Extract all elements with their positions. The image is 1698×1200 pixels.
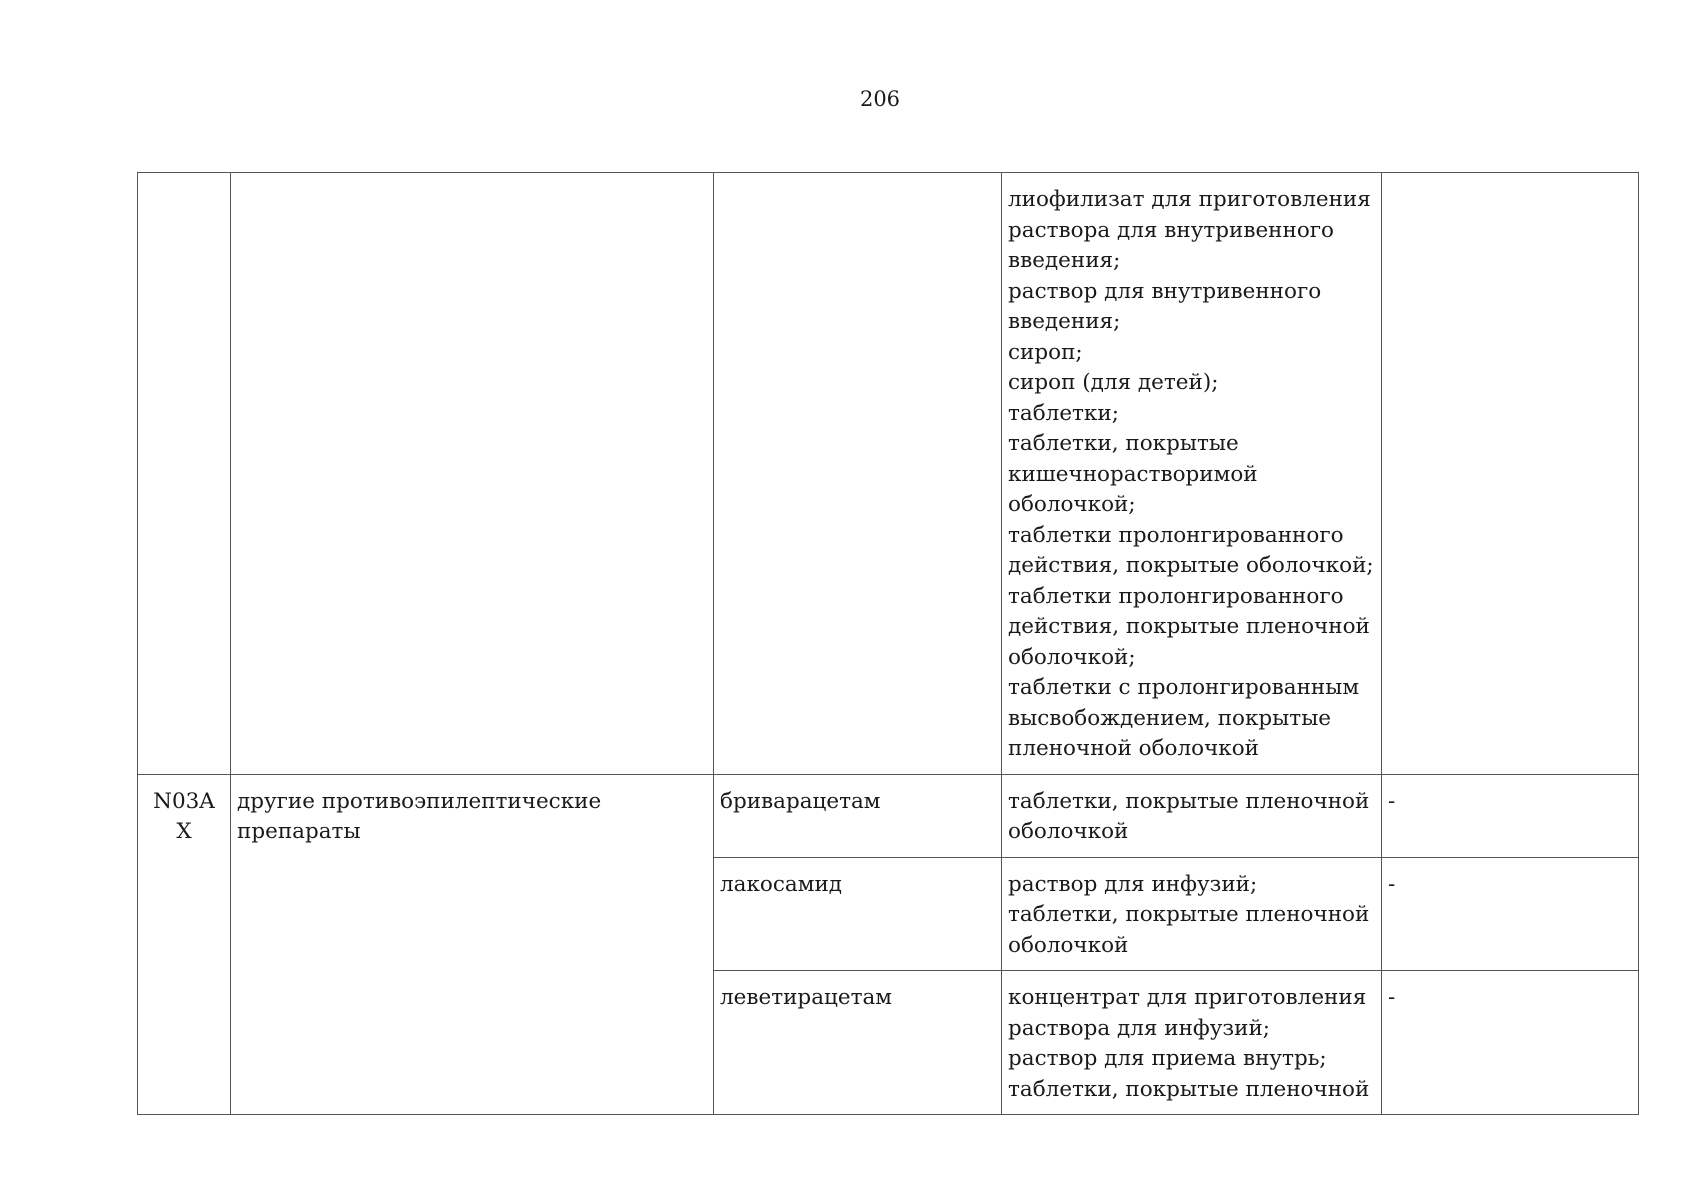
drug-name-cell: бриварацетам [714, 774, 1002, 857]
drug-name-cell: леветирацетам [714, 971, 1002, 1115]
drug-name-cell [714, 173, 1002, 775]
dosage-forms-cell: лиофилизат для приготовления раствора для внутривенного введения; раствор для внутривенного введения; сироп; сироп (для детей); таблетки; таблетки, покрытые кишечнорастворимой оболочкой; таблетки пролонгированного действия, покрытые оболочкой; таблетки пролонгированного действия, покрытые пленочной оболочкой; таблетки с пролонгированным высвобождением, покрытые пленочной оболочкой [1002, 173, 1382, 775]
note-cell: - [1382, 774, 1639, 857]
dosage-forms-cell: таблетки, покрытые пленочной оболочкой [1002, 774, 1382, 857]
drug-table [137, 172, 1639, 1115]
dosage-forms-cell: раствор для инфузий; таблетки, покрытые пленочной оболочкой [1002, 857, 1382, 971]
group-cell: другие противоэпилептические препараты [231, 774, 714, 1115]
note-cell: - [1382, 971, 1639, 1115]
group-cell [231, 173, 714, 775]
atc-code-cell: N03A X [138, 774, 231, 1115]
table-row [138, 774, 1639, 857]
note-cell: - [1382, 857, 1639, 971]
note-cell [1382, 173, 1639, 775]
page-number: 206 [859, 87, 901, 111]
table-row-continuation [138, 173, 1639, 775]
drug-name-cell: лакосамид [714, 857, 1002, 971]
atc-code-cell [138, 173, 231, 775]
dosage-forms-cell: концентрат для приготовления раствора для инфузий; раствор для приема внутрь; таблетки, покрытые пленочной [1002, 971, 1382, 1115]
